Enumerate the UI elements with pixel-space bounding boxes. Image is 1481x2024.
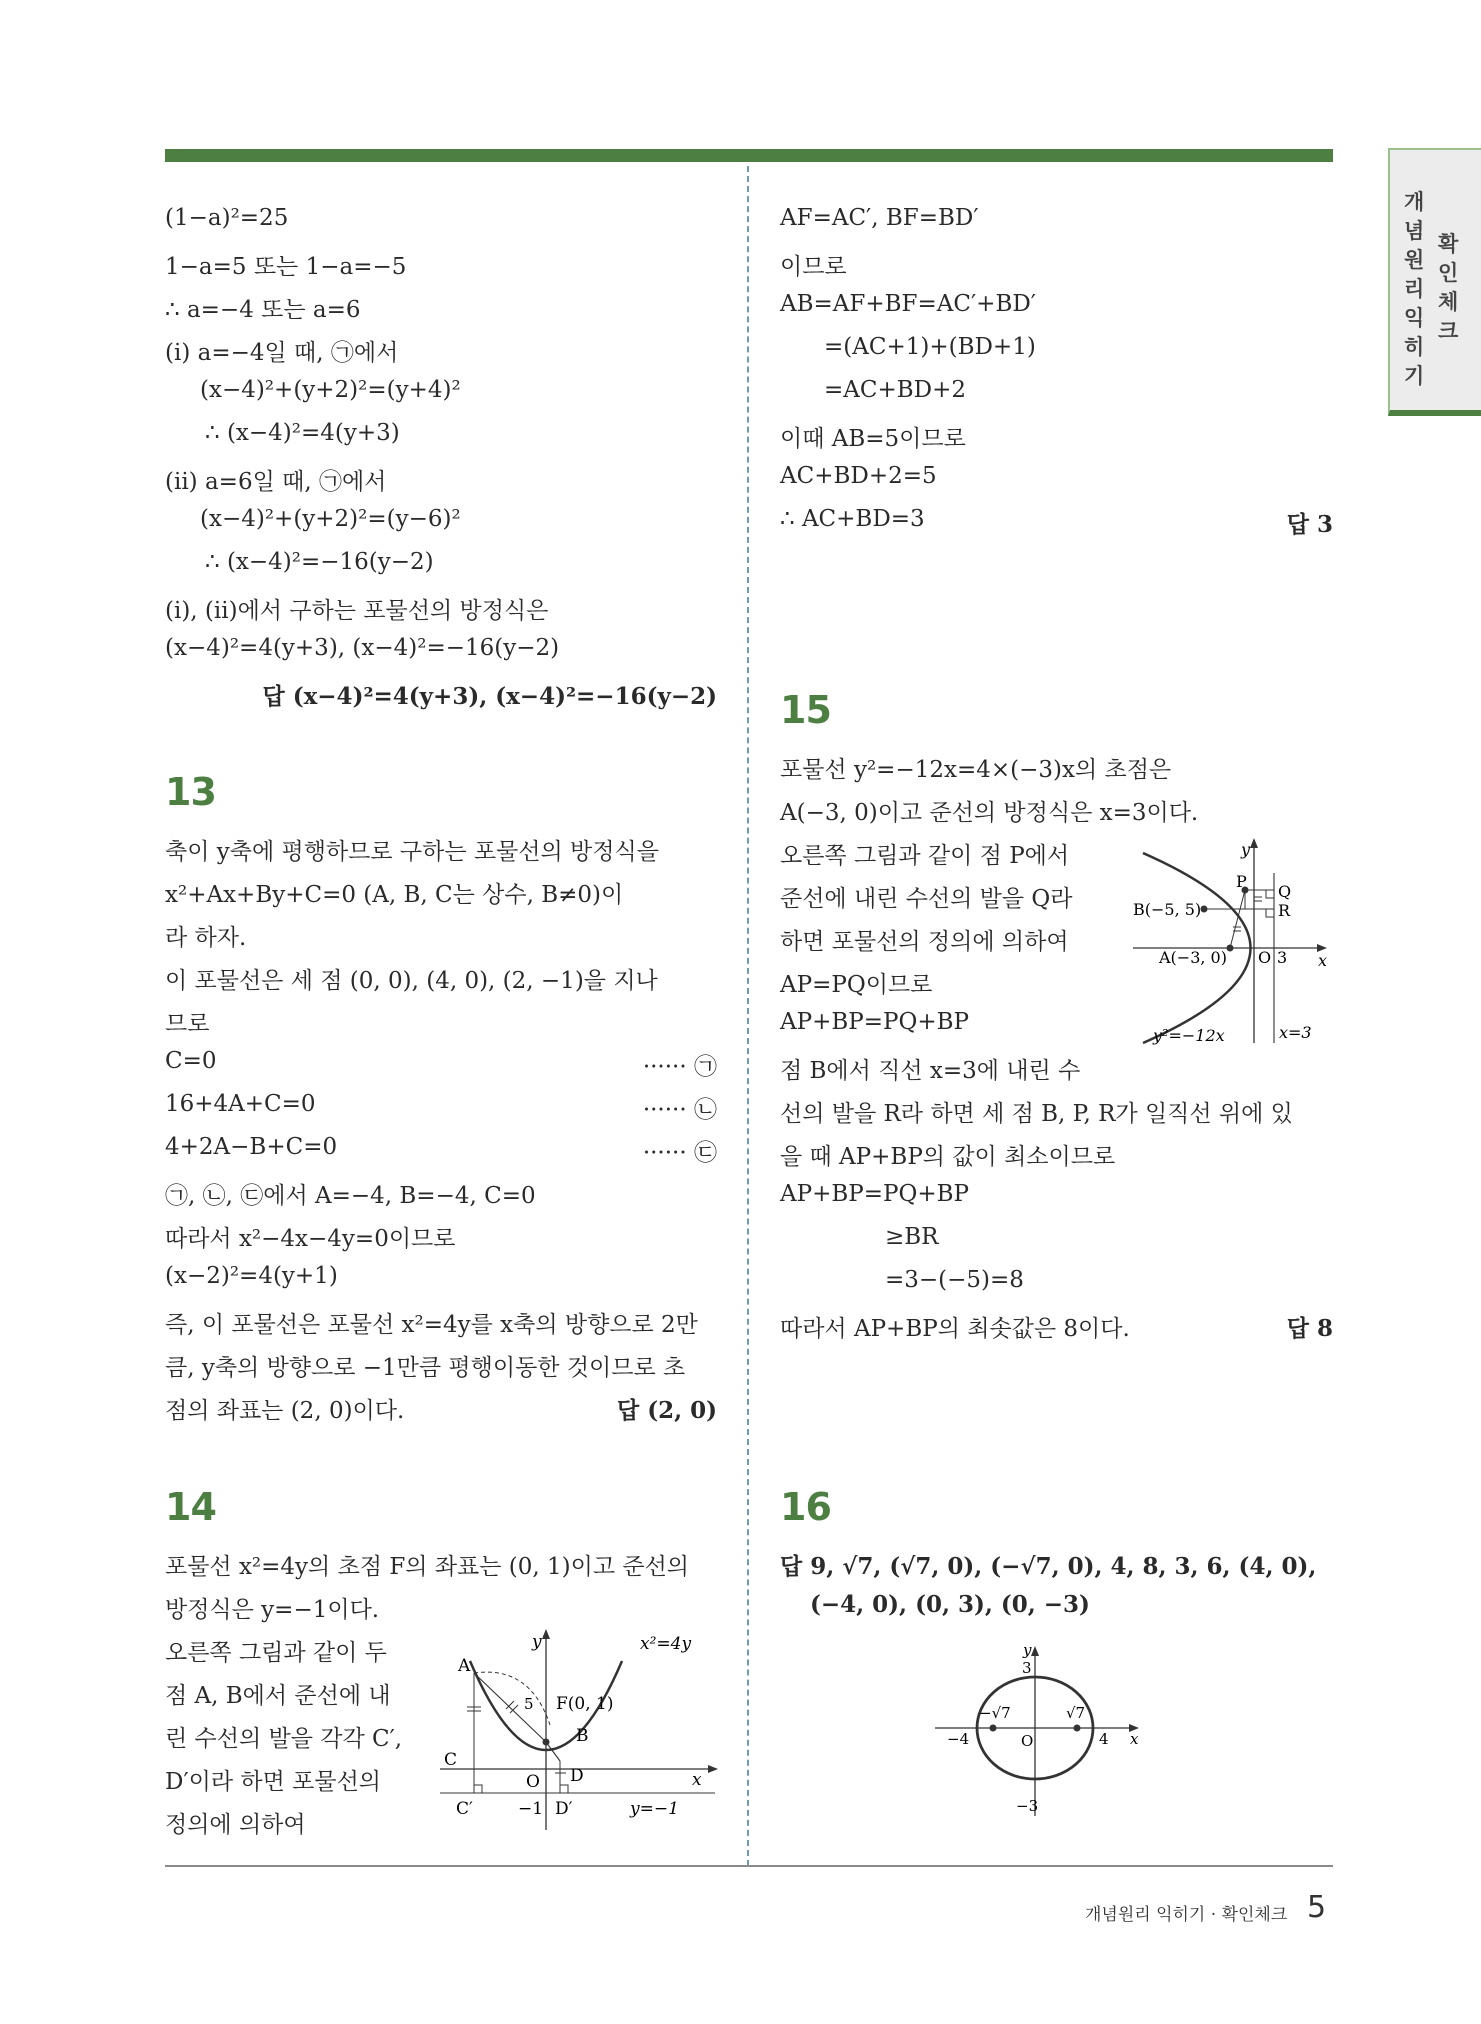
solution-line: (ii) a=6일 때, ㉠에서 [165,469,387,495]
side-tab-char: 리 [1404,277,1425,301]
axis-value-label: √7 [1066,1704,1086,1722]
solution-line: 1−a=5 또는 1−a=−5 [165,254,407,280]
axis-value-label: −4 [947,1730,970,1748]
solution-line: 점 A, B에서 준선에 내 [165,1683,391,1709]
origin-label: O [526,1772,540,1792]
solution-line: 포물선 x²=4y의 초점 F의 좌표는 (0, 1)이고 준선의 [165,1554,690,1580]
solution-line: =3−(−5)=8 [885,1267,1024,1293]
solution-line: ∴ (x−4)²=4(y+3) [205,420,400,446]
side-tab-char: 념 [1404,219,1425,243]
solution-line: ≥BR [885,1224,939,1250]
x-axis-label: x [692,1770,702,1790]
solution-line: (i) a=−4일 때, ㉠에서 [165,340,399,366]
problem-number: 13 [165,770,216,814]
side-tab-char: 인 [1438,261,1459,285]
ellipse-figure-16 [935,1641,1150,1821]
point-label-c: C [444,1750,458,1770]
solution-line: AF=AC′, BF=BD′ [780,205,979,231]
problem-number: 16 [780,1485,831,1529]
side-tab-char: 체 [1438,290,1459,314]
answer-line: 답 (x−4)²=4(y+3), (x−4)²=−16(y−2) [262,683,717,710]
point-label-b: B [576,1726,589,1746]
solution-line: 이때 AB=5이므로 [780,426,966,452]
side-tab-col1 [1404,188,1424,391]
side-tab-col2 [1438,230,1458,346]
axis-value-label: −1 [518,1799,544,1819]
point-label-a: A [458,1656,471,1676]
answer-line: 답 (2, 0) [616,1397,717,1424]
solution-line: 린 수선의 발을 각각 C′, [165,1726,403,1752]
solution-line: 정의에 의하여 [165,1812,306,1838]
solution-line: 방정식은 y=−1이다. [165,1597,380,1623]
solution-line: 따라서 AP+BP의 최솟값은 8이다. [780,1316,1130,1342]
equation-marker: ······ ㉡ [642,1097,717,1123]
solution-line: =AC+BD+2 [824,377,966,403]
solution-line: 준선에 내린 수선의 발을 Q라 [780,886,1073,912]
point-label-c-prime: C′ [456,1799,473,1819]
side-tab-char: 익 [1404,306,1425,330]
side-tab-char: 기 [1404,364,1425,388]
solution-line: 을 때 AP+BP의 값이 최소이므로 [780,1144,1116,1170]
equation: 16+4A+C=0 [165,1091,316,1117]
solution-line: 므로 [165,1011,210,1037]
solution-line: 포물선 y²=−12x=4×(−3)x의 초점은 [780,757,1172,783]
equation: 4+2A−B+C=0 [165,1134,338,1160]
solution-line: (x−4)²+(y+2)²=(y−6)² [200,506,461,532]
side-tab-char: 히 [1404,335,1425,359]
point-label-q: Q [1278,882,1292,901]
solution-line: (x−4)²=4(y+3), (x−4)²=−16(y−2) [165,635,560,661]
solution-line: 오른쪽 그림과 같이 점 P에서 [780,843,1070,869]
side-tab-char: 크 [1438,319,1459,343]
solution-line: AP+BP=PQ+BP [780,1181,969,1207]
x-axis-label: x [1130,1730,1139,1748]
axis-value-label: 3 [1277,948,1288,967]
solution-line: 오른쪽 그림과 같이 두 [165,1640,387,1666]
solution-line: (x−4)²+(y+2)²=(y+4)² [200,377,461,403]
column-divider [747,166,749,1866]
point-label-d-prime: D′ [555,1799,573,1819]
solution-line: AP+BP=PQ+BP [780,1009,969,1035]
axis-value-label: −3 [1016,1797,1039,1815]
equation: C=0 [165,1048,217,1074]
point-label-d: D [570,1766,584,1786]
solution-line: A(−3, 0)이고 준선의 방정식은 x=3이다. [780,800,1199,826]
solution-line: =(AC+1)+(BD+1) [824,334,1036,360]
axis-value-label: 4 [1099,1730,1109,1748]
distance-label: 5 [524,1695,534,1713]
curve-label: y²=−12x [1153,1026,1225,1045]
problem-number: 14 [165,1485,216,1529]
axis-value-label: −√7 [979,1704,1011,1722]
y-axis-label: y [1241,840,1251,859]
solution-line: 라 하자. [165,925,247,951]
solution-line: ∴ (x−4)²=−16(y−2) [205,549,434,575]
parabola-figure-14 [440,1625,720,1840]
directrix-label: x=3 [1279,1023,1312,1042]
origin-label: O [1021,1732,1034,1750]
solution-line: 즉, 이 포물선은 포물선 x²=4y를 x축의 방향으로 2만 [165,1312,698,1338]
y-axis-label: y [532,1632,542,1652]
x-axis-label: x [1318,951,1328,970]
top-accent-bar [165,149,1333,162]
origin-label: O [1258,948,1272,967]
point-label-b: B(−5, 5) [1133,900,1202,919]
solution-line: 하면 포물선의 정의에 의하여 [780,929,1069,955]
solution-line: AP=PQ이므로 [780,972,933,998]
solution-line: 점의 좌표는 (2, 0)이다. [165,1398,405,1424]
side-tab-char: 원 [1404,248,1425,272]
equation-marker: ······ ㉠ [642,1054,717,1080]
solution-line: x²+Ax+By+C=0 (A, B, C는 상수, B≠0)이 [165,882,624,908]
focus-label: A(−3, 0) [1159,948,1227,967]
solution-line: 점 B에서 직선 x=3에 내린 수 [780,1058,1081,1084]
parabola-figure-15 [1133,833,1333,1058]
equation-marker: ······ ㉢ [642,1140,717,1166]
point-label-r: R [1278,901,1291,920]
solution-line: ∴ AC+BD=3 [780,506,925,532]
solution-line: AB=AF+BF=AC′+BD′ [780,291,1037,317]
curve-label: x²=4y [640,1634,692,1654]
solution-line: AC+BD+2=5 [780,463,937,489]
point-label-p: P [1236,872,1247,891]
solution-line: ∴ a=−4 또는 a=6 [165,297,361,323]
side-tab-char: 개 [1404,190,1425,214]
solution-line: (x−2)²=4(y+1) [165,1263,338,1289]
solution-line: (1−a)²=25 [165,205,289,231]
solution-line: 이므로 [780,254,847,280]
solution-line: 선의 발을 R라 하면 세 점 B, P, R가 일직선 위에 있 [780,1101,1293,1127]
section-side-tab [1388,148,1481,416]
answer-line: 답 3 [1286,511,1333,538]
solution-line: 축이 y축에 평행하므로 구하는 포물선의 방정식을 [165,839,659,865]
page-number: 5 [1307,1890,1327,1925]
y-axis-label: y [1023,1641,1032,1659]
answer-line: 답 8 [1286,1315,1333,1342]
directrix-label: y=−1 [630,1799,679,1819]
solution-line: 큼, y축의 방향으로 −1만큼 평행이동한 것이므로 초 [165,1355,686,1381]
solution-line: (i), (ii)에서 구하는 포물선의 방정식은 [165,598,549,624]
focus-label: F(0, 1) [556,1694,614,1714]
solution-line: D′이라 하면 포물선의 [165,1769,382,1795]
solution-line: ㉠, ㉡, ㉢에서 A=−4, B=−4, C=0 [165,1183,536,1209]
answer-line: 답 9, √7, (√7, 0), (−√7, 0), 4, 8, 3, 6, (4, 0), [780,1553,1317,1580]
side-tab-char: 확 [1438,232,1459,256]
problem-number: 15 [780,688,831,732]
answer-line: (−4, 0), (0, 3), (0, −3) [810,1591,1090,1618]
footer-rule [165,1865,1333,1867]
footer-text: 개념원리 익히기 · 확인체크 [1085,1905,1288,1925]
axis-value-label: 3 [1022,1659,1032,1677]
solution-line: 따라서 x²−4x−4y=0이므로 [165,1226,456,1252]
solution-line: 이 포물선은 세 점 (0, 0), (4, 0), (2, −1)을 지나 [165,968,658,994]
